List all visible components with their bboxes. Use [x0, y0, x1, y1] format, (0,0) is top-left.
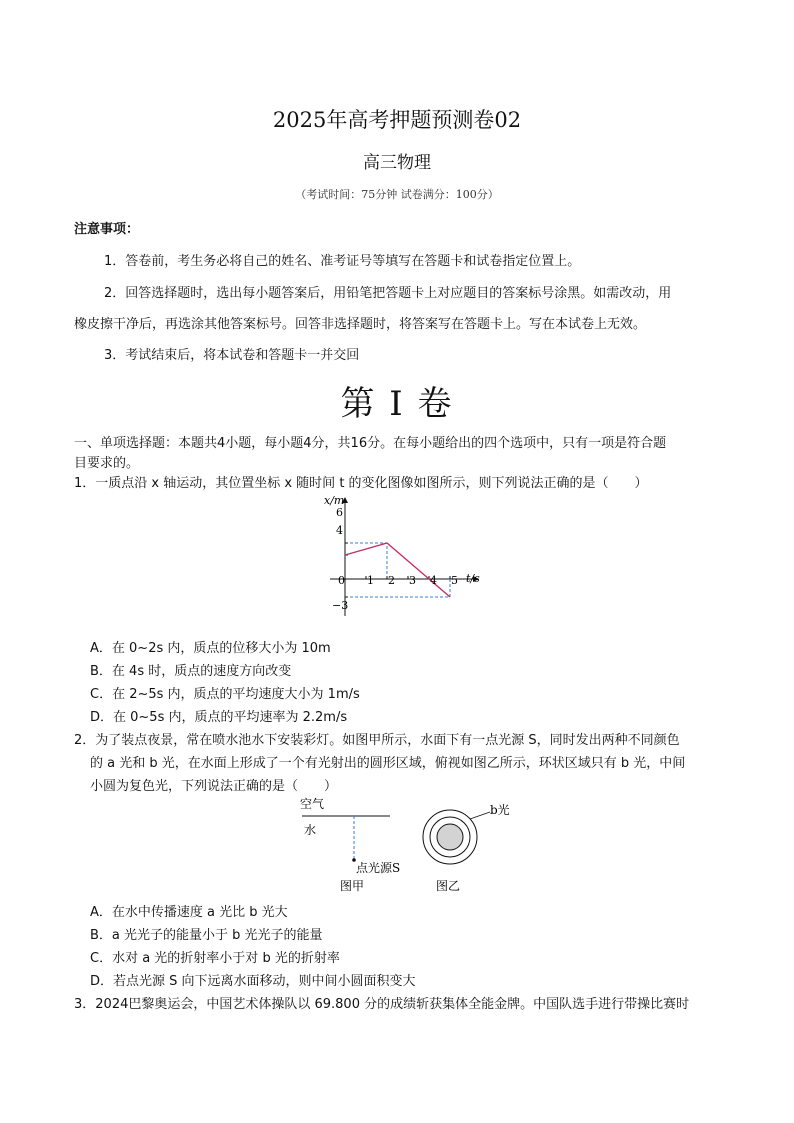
origin-label: 0 — [338, 574, 345, 587]
x-axis-label: t/s — [466, 572, 480, 585]
q2-option-b: B．a 光光子的能量小于 b 光光子的能量 — [90, 928, 323, 943]
b-light-pointer — [470, 812, 490, 819]
x-tick-label-2: 2 — [388, 574, 395, 587]
y-tick-label-6: 6 — [336, 506, 343, 519]
exam-subtitle: 高三物理 — [363, 153, 431, 173]
exam-info: （考试时间：75分钟 试卷满分：100分） — [295, 188, 499, 201]
notice-title: 注意事项： — [74, 222, 140, 237]
exam-title: 2025年高考押题预测卷02 — [272, 108, 522, 132]
notice-item-2-cont: 橡皮擦干净后，再选涂其他答案标号。回答非选择题时，将答案写在答题卡上。写在本试卷上无效。 — [74, 317, 647, 332]
section-heading-cont: 目要求的。 — [74, 456, 140, 471]
q3-stem: 3．2024巴黎奥运会，中国艺术体操队以 69.800 分的成绩斩获集体全能金牌。中国队选手进行带操比赛时 — [74, 997, 690, 1012]
y-tick-label-neg3: −3 — [332, 599, 349, 612]
x-tick-label-4: 4 — [430, 574, 437, 587]
q2-stem-line1: 2．为了装点夜景，常在喷水池水下安装彩灯。如图甲所示，水面下有一点光源 S，同时发出两种不同颜色 — [74, 733, 680, 748]
q2-option-a: A．在水中传播速度 a 光比 b 光大 — [90, 905, 288, 920]
q1-stem: 1．一质点沿 x 轴运动，其位置坐标 x 随时间 t 的变化图像如图所示，则下列说法正确的是（ ） — [74, 476, 648, 491]
x-tick-label-3: 3 — [409, 574, 416, 587]
q2-figures — [290, 792, 530, 896]
notice-item-2: 2．回答选择题时，选出每小题答案后，用铅笔把答题卡上对应题目的答案标号涂黑。如需改动，用 — [104, 286, 672, 301]
fig-a-air-label: 空气 — [300, 797, 325, 811]
q1-xt-graph — [300, 488, 500, 618]
q1-option-c: C．在 2~5s 内，质点的平均速度大小为 1m/s — [90, 687, 360, 702]
fig-a-caption: 图甲 — [340, 879, 365, 893]
notice-item-1: 1．答卷前，考生务必将自己的姓名、准考证号等填写在答题卡和试卷指定位置上。 — [104, 254, 581, 269]
volume-title: 第 I 卷 — [340, 384, 454, 424]
fig-a-source-label: 点光源S — [356, 861, 401, 875]
q2-option-d: D．若点光源 S 向下远离水面移动，则中间小圆面积变大 — [90, 974, 416, 989]
fig-b-b-light-label: b光 — [490, 803, 510, 817]
q1-option-d: D．在 0~5s 内，质点的平均速率为 2.2m/s — [90, 710, 348, 725]
y-tick-label-4: 4 — [336, 524, 343, 537]
q1-option-a: A．在 0~2s 内，质点的位移大小为 10m — [90, 641, 331, 656]
notice-item-3: 3．考试结束后，将本试卷和答题卡一并交回 — [104, 348, 360, 363]
section-heading: 一、单项选择题：本题共4小题，每小题4分，共16分。在每小题给出的四个选项中，只有一项是符合题 — [74, 436, 667, 451]
fig-b-caption: 图乙 — [436, 879, 461, 893]
q2-option-c: C．水对 a 光的折射率小于对 b 光的折射率 — [90, 951, 340, 966]
inner-circle-mixed-light — [437, 824, 463, 850]
x-tick-label-5: 5 — [451, 574, 458, 587]
y-axis-label: x/m — [324, 494, 345, 507]
fig-a-water-label: 水 — [304, 823, 317, 837]
q2-stem-line2: 的 a 光和 b 光，在水面上形成了一个有光射出的圆形区域，俯视如图乙所示，环状区域只有 b 光，中间 — [90, 756, 686, 771]
series-line — [345, 543, 450, 597]
q2-stem-line3: 小圆为复色光，下列说法正确的是（ ） — [90, 779, 338, 794]
x-tick-label-1: 1 — [367, 574, 374, 587]
q1-option-b: B．在 4s 时，质点的速度方向改变 — [90, 664, 292, 679]
